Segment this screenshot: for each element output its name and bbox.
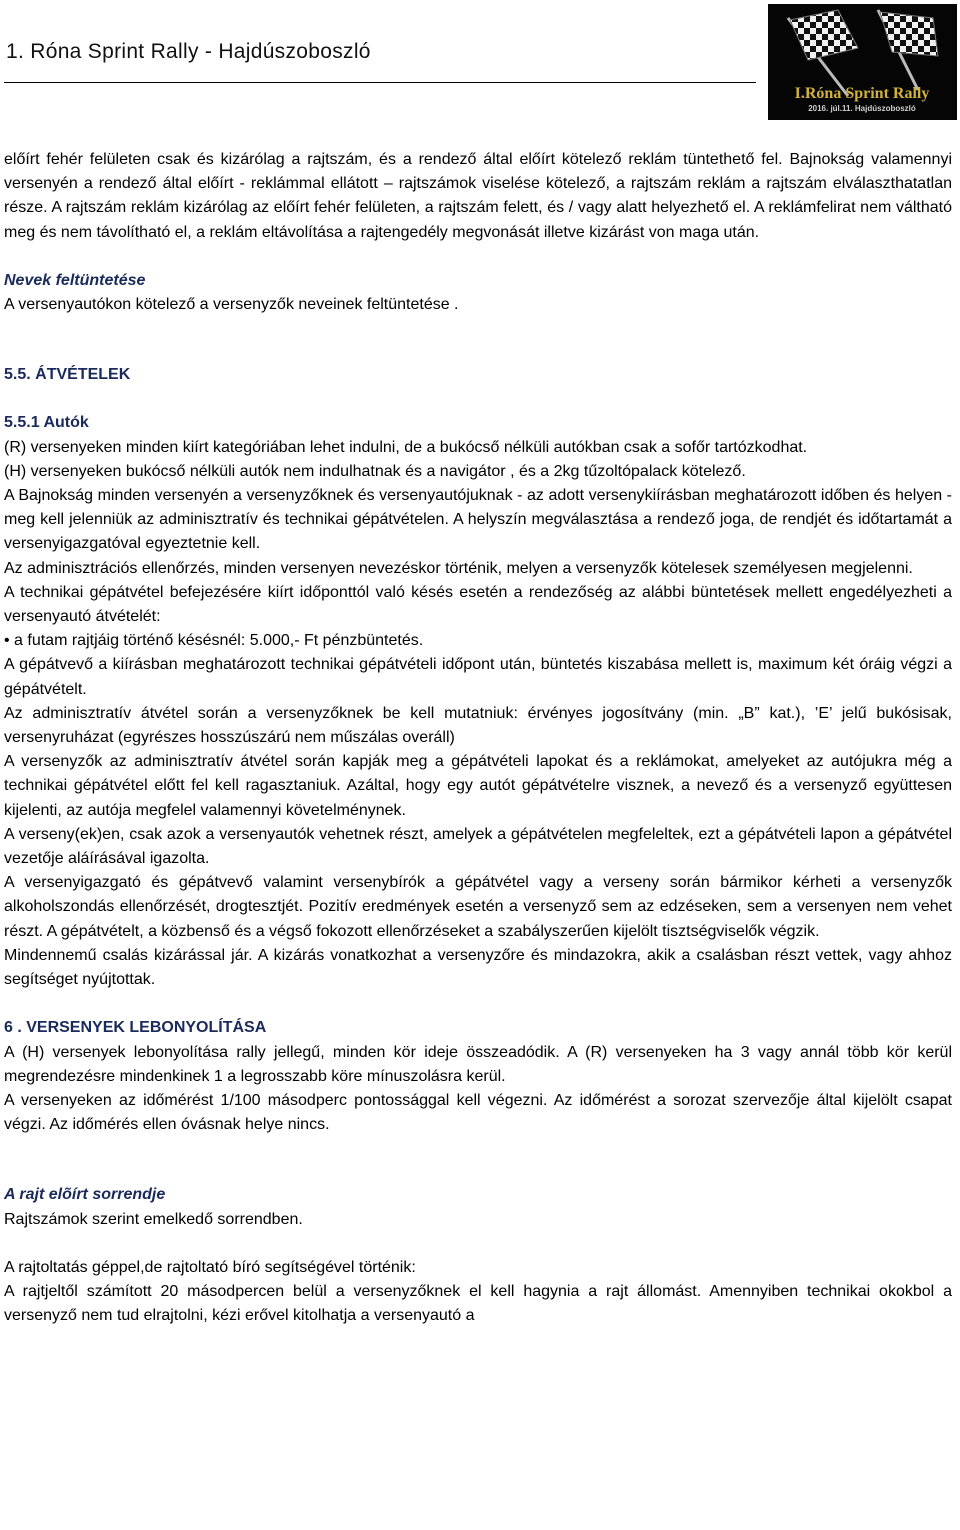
paragraph-rajtszam: előírt fehér felületen csak és kizárólag a rajtszám, és a rendező által előírt kötelező reklám tüntethető fel. Bajnokság valamennyi versenyén a rendező által előírt - reklámmal ellátott – rajtszámok viselése kötelező, a rajtszám reklám a rajtszám elválaszthatatlan része. A rajtszám reklám kizárólag az előírt fehér felületen, a rajtszám felett, és / vagy alatt helyezhető el. A reklámfelirat nem váltható meg és nem távolítható el, a reklám eltávolítása a rajtengedély megvonását illetve kizárást von maga után. <box>4 151 952 241</box>
checkered-flags-logo <box>768 4 957 120</box>
paragraph-a8: Az adminisztratív átvétel során a versenyzőknek be kell mutatniuk: érvényes jogosítvány (min. „B” kat.), ’E’ jelű bukósisak, versenyruházat (egyrészes hosszúszárú nem műszálas overáll) <box>4 704 952 747</box>
bullet-item: • a futam rajtjáig történő késésnél: 5.000,- Ft pénzbüntetés. <box>4 632 424 650</box>
heading-6: 6 . VERSENYEK LEBONYOLÍTÁSA <box>4 1019 267 1037</box>
paragraph-a7: A gépátvevő a kiírásban meghatározott technikai gépátvételi időpont után, büntetés kiszabása mellett is, maximum két óráig végzi a gépátvételt. <box>4 656 952 698</box>
paragraph-b2: A versenyeken az időmérést 1/100 másodperc pontossággal kell végezni. Az időmérést a sorozat szervezője által kijelölt csapat végzi. Az időmérés ellen óvásnak helye nincs. <box>4 1091 952 1134</box>
document-body <box>4 148 952 1328</box>
logo-brand-text: I.Róna Sprint Rally <box>794 85 930 102</box>
paragraph-a2: (H) versenyeken bukócső nélküli autók nem indulhatnak és a navigátor , és a 2kg tűzoltópalack kötelező. <box>4 462 746 480</box>
paragraph-a12: Mindennemű csalás kizárással jár. A kizárás vonatkozhat a versenyzőre és mindazokra, akik a csalásban részt vettek, vagy ahhoz segítséget nyújtottak. <box>4 946 952 989</box>
paragraph-a10: A verseny(ek)en, csak azok a versenyautók vehetnek részt, amelyek a gépátvételen megfeleltek, ezt a gépátvételi lapon a gépátvétel vezetője aláírásával igazolta. <box>4 825 952 868</box>
heading-5-5: 5.5. ÁTVÉTELEK <box>4 366 131 384</box>
paragraph-a3: A Bajnokság minden versenyén a versenyzőknek és versenyautójuknak - az adott versenykiírásban meghatározott időben és helyen - meg kell jelenniük az adminisztratív és technikai gépátvételen. A helyszín megválasztása a rendező joga, de rendjét és időtartamát a versenyigazgatóval egyeztetnie kell. <box>4 487 952 553</box>
logo-date-text: 2016. júl.11. Hajdúszoboszló <box>808 104 916 113</box>
paragraph-a4: Az adminisztrációs ellenőrzés, minden versenyen nevezéskor történik, melyen a versenyzők kötelesek személyesen megjelenni. <box>4 559 913 577</box>
page-header <box>0 0 960 125</box>
header-title: 1. Róna Sprint Rally - Hajdúszoboszló <box>6 40 371 63</box>
paragraph-nevek: A versenyautókon kötelező a versenyzők neveinek feltüntetése . <box>4 296 459 314</box>
paragraph-c2: A rajtjeltől számított 20 másodpercen belül a versenyzőknek el kell hagynia a rajt állomást. Amennyiben technikai okokbol a versenyző nem tud elrajtolni, kézi erővel kitolhatja a versenyautó a <box>4 1282 952 1325</box>
heading-nevek: Nevek feltüntetése <box>4 271 146 289</box>
heading-5-5-1: 5.5.1 Autók <box>4 414 89 432</box>
paragraph-a5: A technikai gépátvétel befejezésére kiírt időponttól való késés esetén a rendezőség az alábbi büntetések mellett engedélyezheti a versenyautó átvételét: <box>4 583 952 626</box>
paragraph-a11: A versenyigazgató és gépátvevő valamint versenybírók a gépátvétel vagy a verseny során bármikor kérheti a versenyzők alkoholszondás ellenőrzését, drogtesztjét. Pozitív eredmények esetén a versenyző sem az edzéseken, sem a versenyen nem vehet részt. A gépátvételt, a közbenső és a végső fokozott ellenőrzéseket a szabályszerűen kijelölt tisztségviselők végzik. <box>4 874 952 940</box>
paragraph-rajt-sorrend: Rajtszámok szerint emelkedő sorrendben. <box>4 1210 303 1228</box>
paragraph-c1: A rajtoltatás géppel,de rajtoltató bíró segítségével történik: <box>4 1258 416 1276</box>
header-divider <box>4 82 756 83</box>
heading-rajt-sorrend: A rajt elõírt sorrendje <box>4 1186 166 1204</box>
paragraph-a9: A versenyzők az adminisztratív átvétel során kapják meg a gépátvételi lapokat és a reklámokat, amelyeket az autójukra még a technikai gépátvétel előtt fel kell ragasztaniuk. Azáltal, hogy egy autót gépátvételre visznek, a nevező és a versenyző együttesen kijelenti, az autója megfelel valamennyi követelménynek. <box>4 753 952 819</box>
paragraph-b1: A (H) versenyek lebonyolítása rally jellegű, minden kör ideje összeadódik. A (R) versenyeken ha 3 vagy annál több kör kerül megrendezésre mindenkinek 1 a legrosszabb köre mínuszolásra kerül. <box>4 1043 952 1085</box>
paragraph-a1: (R) versenyeken minden kiírt kategóriában lehet indulni, de a bukócső nélküli autókban csak a sofőr tartózkodhat. <box>4 438 808 456</box>
